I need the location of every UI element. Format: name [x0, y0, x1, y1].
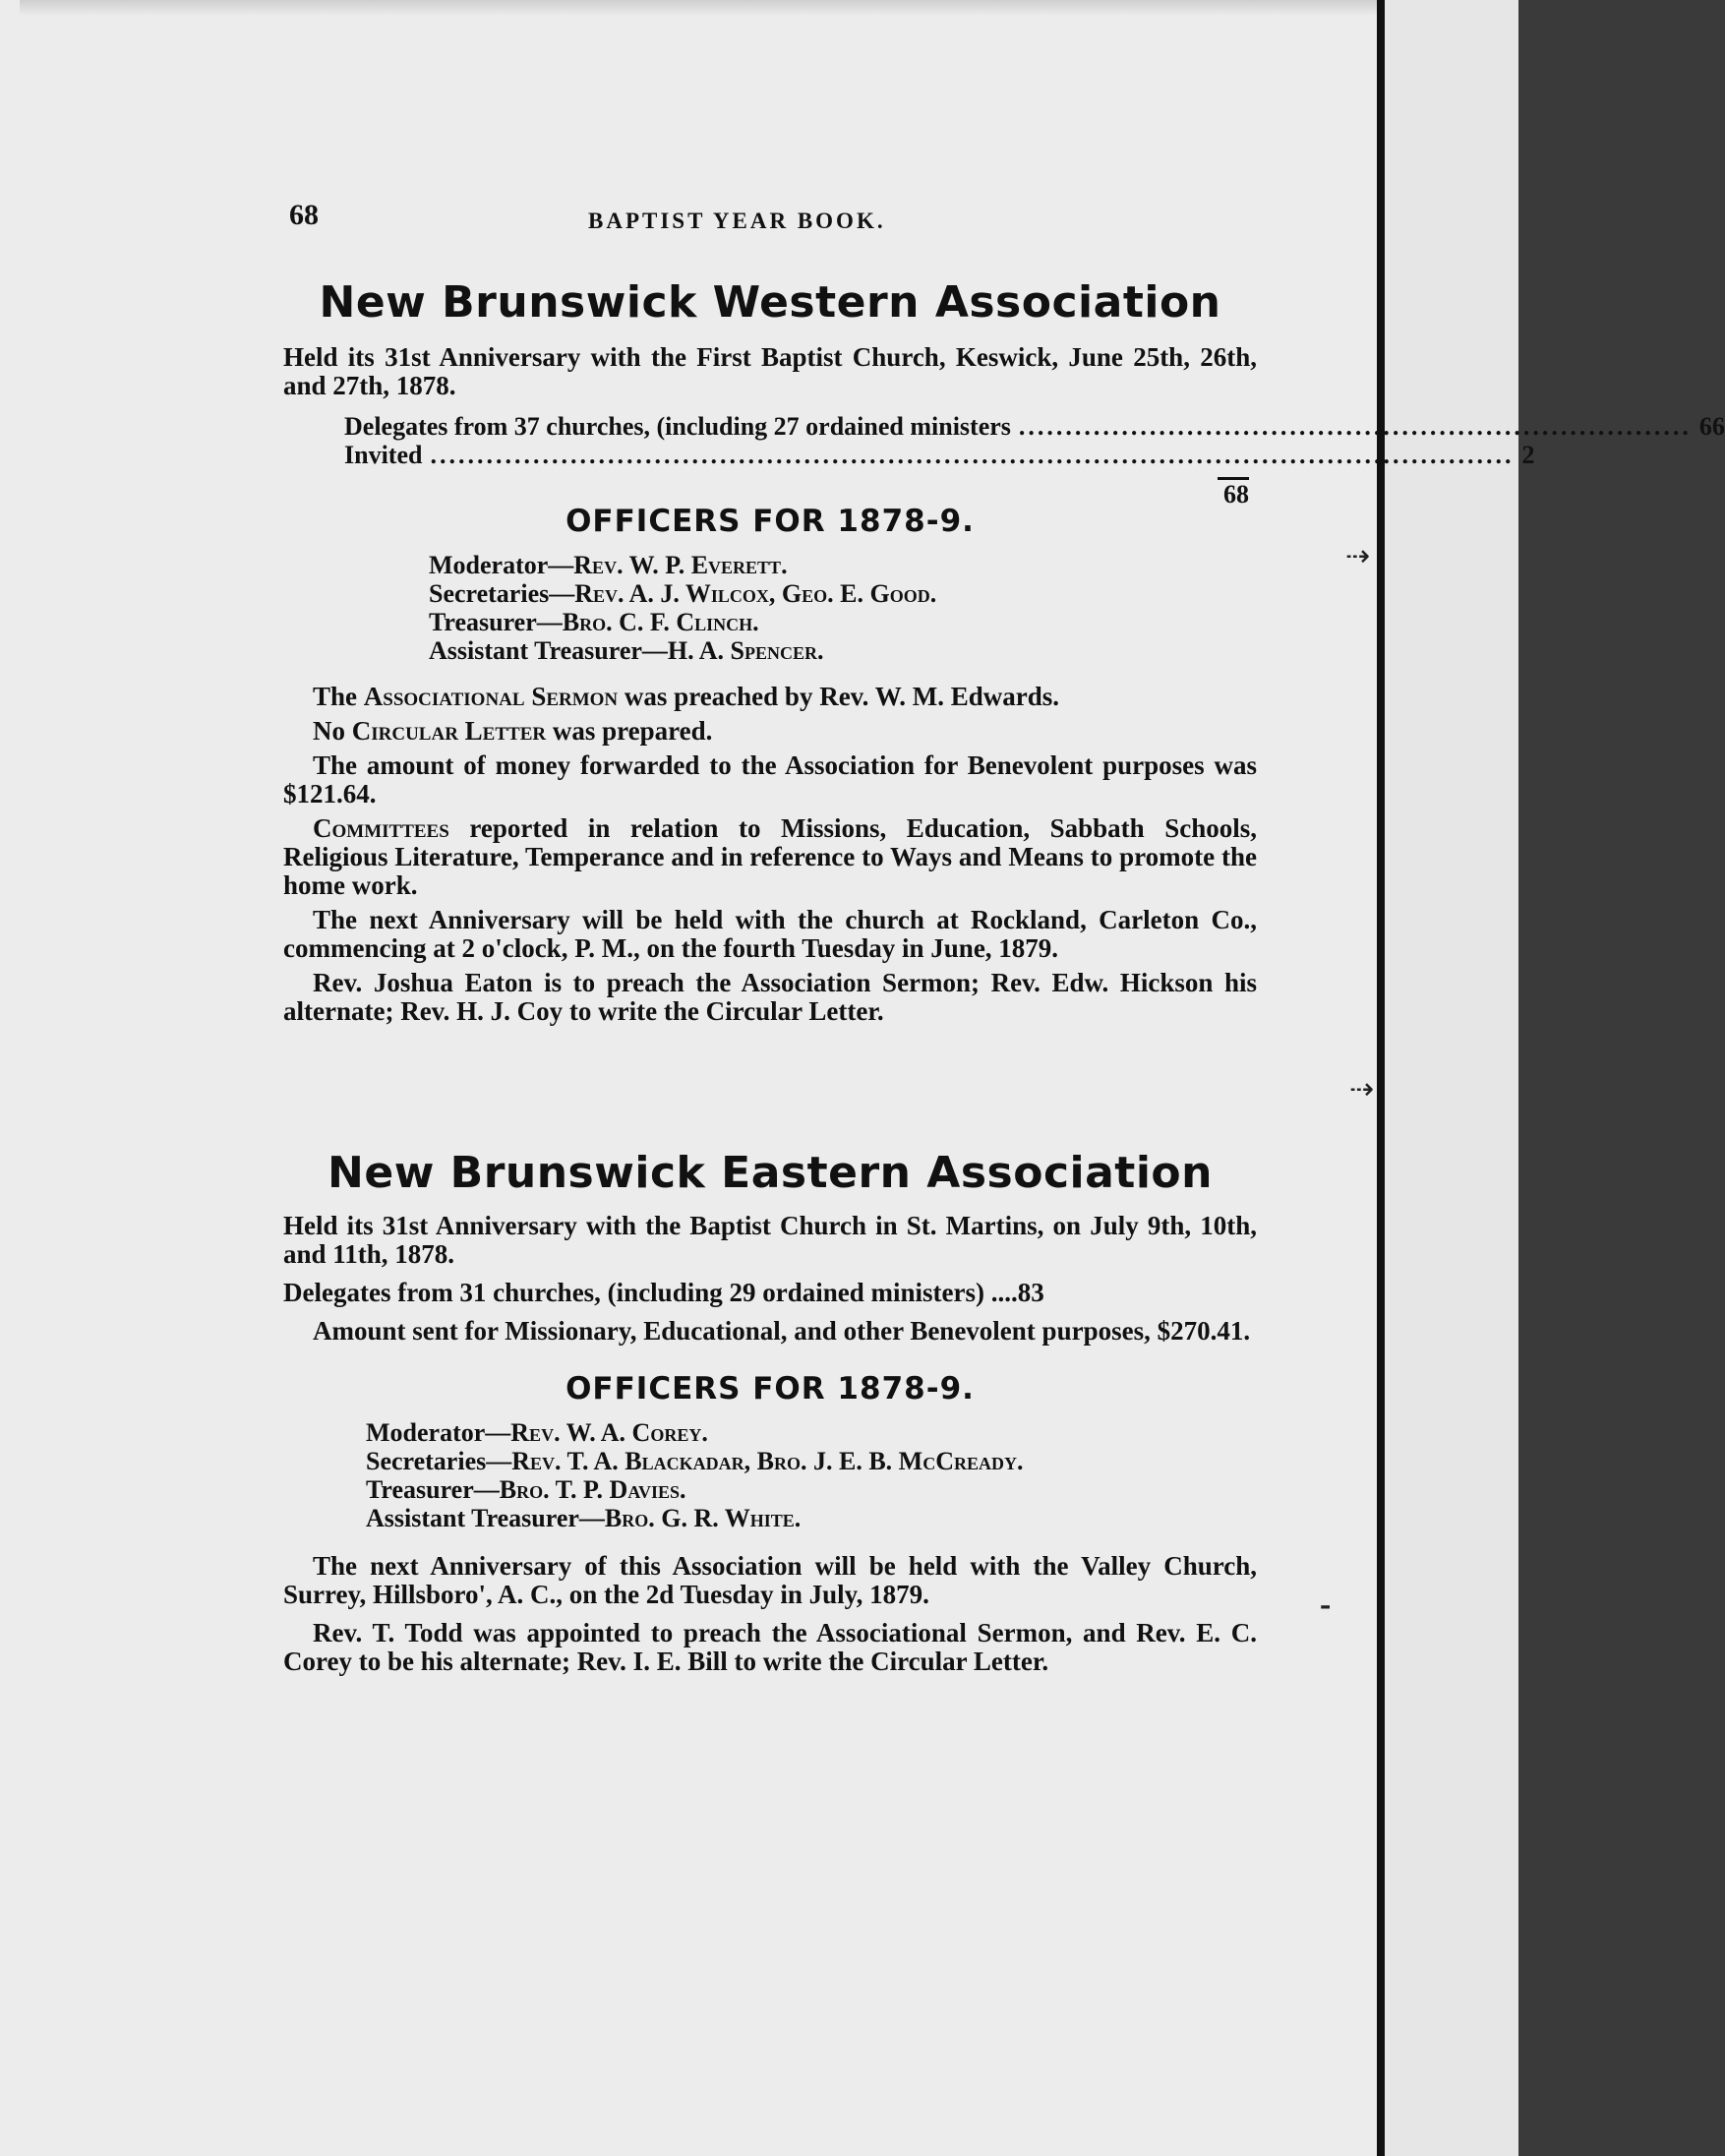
western-delegate-tally [344, 412, 1725, 509]
eastern-officer-assistant-treasurer [366, 1504, 1257, 1532]
western-delegates-value: 66 [1698, 412, 1725, 441]
text-span: Committees [313, 813, 449, 843]
western-preachers-paragraph: Rev. Joshua Eaton is to preach the Association Sermon; Rev. Edw. Hickson his alternate; Rev. H. J. Coy to write the Circular Letter. [283, 968, 1257, 1026]
page-number: 68 [289, 199, 319, 231]
eastern-officer-moderator [366, 1418, 1257, 1447]
dot-leader: ........................................................................ [1018, 412, 1692, 441]
western-officer-treasurer [429, 608, 1257, 636]
officer-role: Secretaries— [429, 579, 575, 608]
officer-name: Bro. C. F. Clinch. [562, 608, 759, 636]
officer-name: H. A. Spencer. [667, 636, 824, 665]
eastern-delegates-paragraph: Delegates from 31 churches, (including 29 ordained ministers) ....83 [283, 1278, 1044, 1307]
officer-role: Assistant Treasurer— [429, 636, 668, 665]
western-total-value: 68 [1223, 480, 1249, 509]
western-invited-value: 2 [1521, 441, 1535, 469]
officer-name: Bro. T. P. Davies. [499, 1475, 686, 1504]
text-span: The [313, 682, 358, 711]
officer-role: Secretaries— [366, 1447, 512, 1475]
western-sermon-paragraph [283, 683, 1257, 711]
western-money-paragraph: The amount of money forwarded to the Association for Benevolent purposes was $121.64. [283, 750, 1257, 808]
page-top-shadow [20, 0, 1377, 16]
western-association-title: New Brunswick Western Association [319, 277, 1221, 328]
officer-role: Treasurer— [429, 608, 563, 636]
western-delegates-row [344, 412, 1725, 441]
running-head [283, 177, 1257, 233]
eastern-preachers-paragraph: Rev. T. Todd was appointed to preach the Associational Sermon, and Rev. E. C. Corey to be his alternate; Rev. I. E. Bill to write the Circular Letter. [283, 1618, 1257, 1676]
text-span: was prepared. [552, 716, 713, 746]
western-officer-secretaries [429, 579, 1257, 608]
margin-mark-2: ⇢ [1349, 1072, 1375, 1107]
text-span: Associational Sermon [363, 682, 619, 711]
text-span: was preached by Rev. W. M. Edwards. [624, 682, 1059, 711]
western-held-paragraph: Held its 31st Anniversary with the First Baptist Church, Keswick, June 25th, 26th, and 27th, 1878. [283, 342, 1257, 400]
western-delegates-label: Delegates from 37 churches, (including 27 ordained ministers [344, 412, 1011, 441]
text-span: No [313, 716, 345, 746]
officer-name: Rev. T. A. Blackadar, Bro. J. E. B. McCready. [511, 1447, 1024, 1475]
eastern-officers-list [366, 1418, 1257, 1532]
eastern-association-section [283, 1148, 1257, 1676]
western-officers-heading: OFFICERS FOR 1878-9. [565, 504, 975, 539]
officer-role: Moderator— [429, 551, 574, 579]
eastern-officers-heading: OFFICERS FOR 1878-9. [565, 1371, 975, 1407]
western-next-anniversary-paragraph: The next Anniversary will be held with the church at Rockland, Carleton Co., commencing at 2 o'clock, P. M., on the fourth Tuesday in June, 1879. [283, 905, 1257, 963]
eastern-held-paragraph: Held its 31st Anniversary with the Baptist Church in St. Martins, on July 9th, 10th, and 11th, 1878. [283, 1211, 1257, 1269]
officer-name: Rev. A. J. Wilcox, Geo. E. Good. [574, 579, 937, 608]
officer-name: Bro. G. R. White. [604, 1504, 802, 1532]
western-invited-label: Invited [344, 441, 423, 469]
eastern-association-title: New Brunswick Eastern Association [327, 1148, 1213, 1198]
running-title: BAPTIST YEAR BOOK. [588, 209, 886, 233]
western-committees-paragraph [283, 814, 1257, 900]
officer-role: Moderator— [366, 1418, 511, 1447]
text-span: reported in relation to Missions, Education, Sabbath Schools, Religious Literature, Temperance and in reference to Ways and Means to promote the home work. [283, 813, 1258, 900]
western-officer-assistant-treasurer [429, 636, 1257, 665]
eastern-next-anniversary-paragraph: The next Anniversary of this Association will be held with the Valley Church, Surrey, Hillsboro', A. C., on the 2d Tuesday in July, 1879. [283, 1551, 1257, 1609]
officer-name: Rev. W. P. Everett. [573, 551, 788, 579]
eastern-officer-treasurer [366, 1475, 1257, 1504]
page-content [283, 177, 1725, 1676]
eastern-amount-paragraph: Amount sent for Missionary, Educational, and other Benevolent purposes, $270.41. [313, 1316, 1251, 1346]
text-span: Circular Letter [351, 716, 547, 746]
eastern-officer-secretaries [366, 1447, 1257, 1475]
western-officers-list [429, 551, 1257, 665]
margin-mark-1: ⇢ [1345, 539, 1371, 573]
margin-mark-3: ⁃ [1318, 1591, 1333, 1626]
western-invited-row [344, 441, 1535, 469]
western-association-section [283, 277, 1725, 1026]
dot-leader: .................................................................................................................... [430, 441, 1515, 469]
officer-role: Assistant Treasurer— [366, 1504, 605, 1532]
page-gutter-edge [1377, 0, 1385, 2156]
facing-page-strip [1385, 0, 1518, 2156]
officer-name: Rev. W. A. Corey. [510, 1418, 708, 1447]
western-officer-moderator [429, 551, 1257, 579]
officer-role: Treasurer— [366, 1475, 500, 1504]
western-letter-paragraph [283, 717, 1257, 746]
